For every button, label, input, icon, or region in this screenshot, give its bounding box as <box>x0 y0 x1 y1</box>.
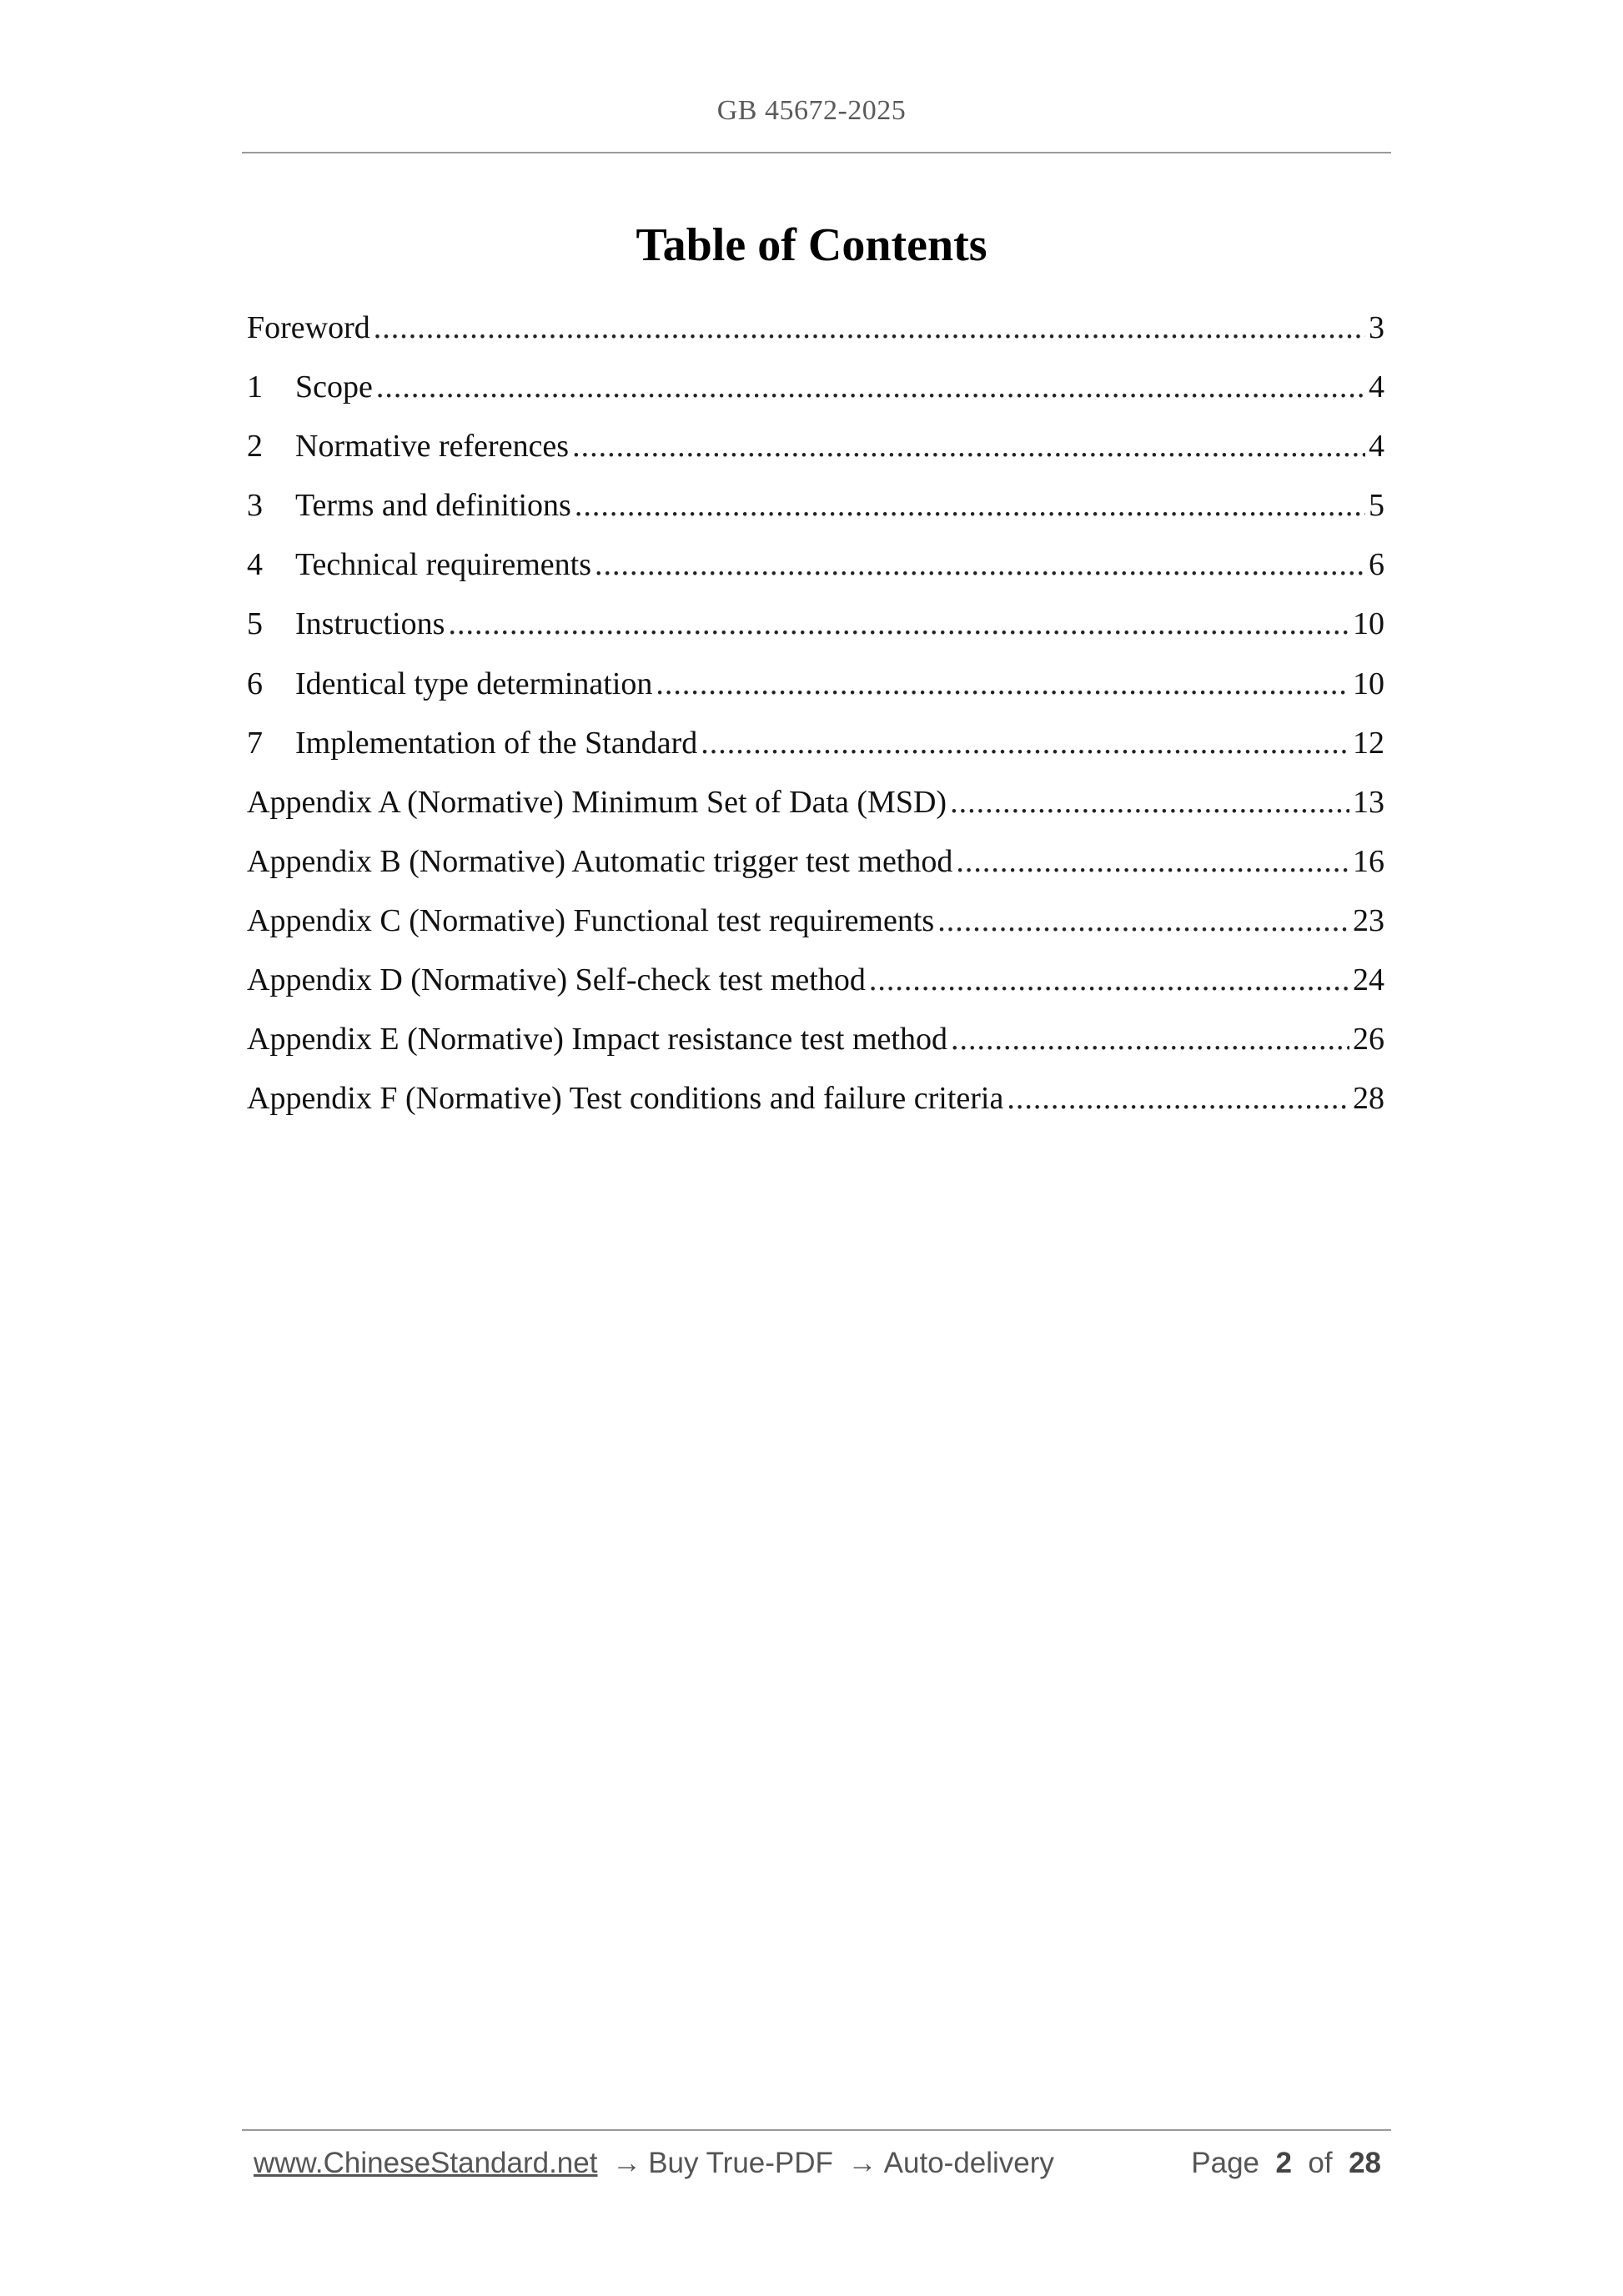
toc-entry-title: Terms and definitions <box>295 488 571 524</box>
toc-dot-leader <box>956 837 1349 886</box>
toc-list <box>247 304 1384 1133</box>
toc-title: Table of Contents <box>636 219 987 271</box>
toc-entry-title: Appendix E (Normative) Impact resistance test method <box>247 1022 947 1058</box>
toc-entry-page: 6 <box>1369 547 1384 583</box>
toc-entry-title: Technical requirements <box>295 547 592 583</box>
toc-entry-page: 26 <box>1353 1022 1384 1058</box>
toc-entry[interactable] <box>247 837 1384 897</box>
toc-dot-leader <box>951 1015 1349 1063</box>
toc-entry-title: Appendix A (Normative) Minimum Set of Data (MSD) <box>247 784 947 820</box>
toc-entry[interactable] <box>247 481 1384 540</box>
toc-entry[interactable] <box>247 956 1384 1015</box>
toc-dot-leader <box>869 956 1349 1004</box>
page-footer <box>254 2147 1381 2180</box>
toc-entry[interactable] <box>247 897 1384 956</box>
toc-entry[interactable] <box>247 600 1384 659</box>
total-pages-number: 28 <box>1349 2147 1381 2179</box>
toc-entry-page: 4 <box>1369 429 1384 465</box>
toc-entry[interactable] <box>247 778 1384 837</box>
toc-dot-leader <box>950 778 1349 826</box>
toc-entry[interactable] <box>247 1015 1384 1074</box>
toc-entry-page: 5 <box>1369 488 1384 524</box>
toc-entry[interactable] <box>247 540 1384 600</box>
toc-entry[interactable] <box>247 304 1384 363</box>
toc-entry-page: 4 <box>1369 369 1384 405</box>
toc-entry-page: 3 <box>1369 310 1384 345</box>
page-indicator <box>1191 2147 1381 2180</box>
toc-entry[interactable] <box>247 719 1384 778</box>
footer-divider <box>242 2129 1391 2131</box>
arrow-right-icon: → <box>612 2147 642 2179</box>
toc-dot-leader <box>701 719 1349 767</box>
toc-entry[interactable] <box>247 660 1384 719</box>
toc-dot-leader <box>937 897 1349 945</box>
toc-entry-title: Normative references <box>295 429 570 465</box>
toc-entry[interactable] <box>247 1074 1384 1133</box>
footer-promo <box>254 2147 1054 2180</box>
toc-entry-title: Implementation of the Standard <box>295 725 698 761</box>
toc-dot-leader <box>374 304 1365 352</box>
toc-entry-number: 7 <box>247 725 263 761</box>
toc-entry-number: 5 <box>247 606 263 642</box>
of-label: of <box>1308 2147 1333 2179</box>
toc-entry-title: Foreword <box>247 310 370 345</box>
toc-dot-leader <box>1007 1074 1349 1123</box>
toc-dot-leader <box>656 660 1349 708</box>
toc-entry-number: 4 <box>247 547 263 583</box>
website-link[interactable]: www.ChineseStandard.net <box>254 2147 598 2179</box>
toc-dot-leader <box>595 540 1365 589</box>
buy-pdf-text: Buy True-PDF <box>648 2147 833 2179</box>
toc-dot-leader <box>376 363 1365 411</box>
toc-entry-title: Appendix D (Normative) Self-check test method <box>247 962 866 998</box>
toc-entry[interactable] <box>247 422 1384 481</box>
document-code-header: GB 45672-2025 <box>716 95 907 126</box>
toc-entry-page: 24 <box>1353 962 1384 998</box>
toc-entry-page: 28 <box>1353 1081 1384 1117</box>
toc-entry-page: 23 <box>1353 902 1384 938</box>
arrow-right-icon: → <box>847 2147 877 2179</box>
auto-delivery-text: Auto-delivery <box>883 2147 1054 2179</box>
toc-entry-number: 1 <box>247 369 263 405</box>
page-label: Page <box>1191 2147 1260 2179</box>
current-page-number: 2 <box>1275 2147 1292 2179</box>
toc-entry-title: Appendix B (Normative) Automatic trigger test method <box>247 843 953 879</box>
toc-entry-title: Appendix F (Normative) Test conditions and failure criteria <box>247 1081 1004 1117</box>
toc-entry-title: Appendix C (Normative) Functional test requirements <box>247 902 935 938</box>
toc-entry-page: 16 <box>1353 843 1384 879</box>
toc-entry-number: 2 <box>247 429 263 465</box>
toc-dot-leader <box>575 481 1365 530</box>
toc-entry-page: 12 <box>1353 725 1384 761</box>
toc-entry-title: Identical type determination <box>295 666 653 701</box>
toc-entry-page: 10 <box>1353 606 1384 642</box>
toc-entry-number: 3 <box>247 488 263 524</box>
toc-entry[interactable] <box>247 363 1384 422</box>
toc-entry-number: 6 <box>247 666 263 701</box>
toc-entry-page: 13 <box>1353 784 1384 820</box>
toc-dot-leader <box>572 422 1365 470</box>
toc-entry-title: Scope <box>295 369 373 405</box>
toc-entry-title: Instructions <box>295 606 445 642</box>
header-divider <box>242 152 1391 153</box>
toc-dot-leader <box>448 600 1349 648</box>
toc-entry-page: 10 <box>1353 666 1384 701</box>
